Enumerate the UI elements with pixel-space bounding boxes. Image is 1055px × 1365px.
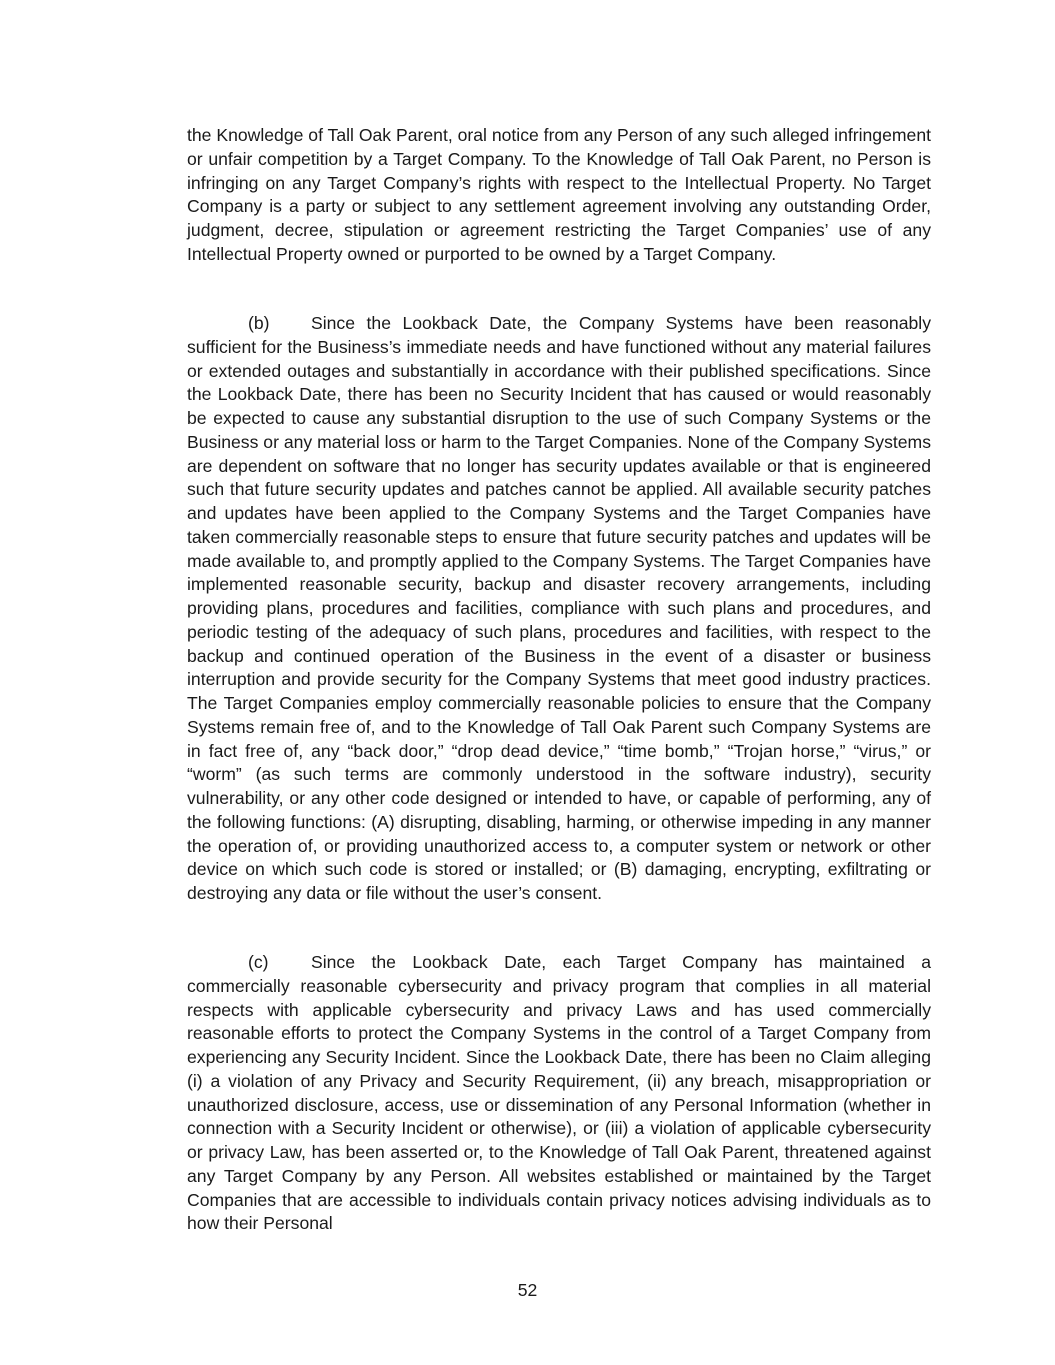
page-number: 52 bbox=[517, 1280, 538, 1300]
paragraph-b-label: (b) bbox=[248, 313, 270, 333]
paragraph-b-text: Since the Lookback Date, the Company Systems have been reasonably sufficient for the Business’s immediate needs and have functioned without any material failures or extended outages and substantially in accordance with their published specifications. Since the Lookback Date, there has been no Security Incident that has caused or would reasonably be expected to cause any substantial disruption to the use of such Company Systems or the Business or any material loss or harm to the Target Companies. None of the Company Systems are dependent on software that no longer has security updates available or that is engineered such that future security updates and patches cannot be applied. All available security patches and updates have been applied to the Company Systems and the Target Companies have taken commercially reasonable steps to ensure that future security patches and updates will be made available to, and promptly applied to the Company Systems. The Target Companies have implemented reasonable security, backup and disaster recovery arrangements, including providing plans, procedures and facilities, compliance with such plans and procedures, and periodic testing of the adequacy of such plans, procedures and facilities, with respect to the backup and continued operation of the Business in the event of a disaster or business interruption and provide security for the Company Systems that meet good industry practices. The Target Companies employ commercially reasonable policies to ensure that the Company Systems remain free of, and to the Knowledge of Tall Oak Parent such Company Systems are in fact free of, any “back door,” “drop dead device,” “time bomb,” “Trojan horse,” “virus,” or “worm” (as such terms are commonly understood in the software industry), security vulnerability, or any other code designed or intended to have, or capable of performing, any of the following functions: (A) disrupting, disabling, harming, or otherwise impeding in any manner the operation of, or providing unauthorized access to, a computer system or network or other device on which such code is stored or installed; or (B) damaging, encrypting, exfiltrating or destroying any data or file without the user’s consent. bbox=[187, 313, 931, 903]
paragraph-c-text: Since the Lookback Date, each Target Company has maintained a commercially reasonable cybersecurity and privacy program that complies in all material respects with applicable cybersecurity and privacy Laws and has used commercially reasonable efforts to protect the Company Systems in the control of a Target Company from experiencing any Security Incident. Since the Lookback Date, there has been no Claim alleging (i) a violation of any Privacy and Security Requirement, (ii) any breach, misappropriation or unauthorized disclosure, access, use or dissemination of any Personal Information (whether in connection with a Security Incident or otherwise), or (iii) a violation of applicable cybersecurity or privacy Law, has been asserted or, to the Knowledge of Tall Oak Parent, threatened against any Target Company by any Person. All websites established or maintained by the Target Companies that are accessible to individuals contain privacy notices advising individuals as to how their Personal bbox=[187, 952, 931, 1234]
paragraph-a-continuation: the Knowledge of Tall Oak Parent, oral notice from any Person of any such alleged infringement or unfair competition by a Target Company. To the Knowledge of Tall Oak Parent, no Person is infringing on any Target Company’s rights with respect to the Intellectual Property. No Target Company is a party or subject to any settlement agreement involving any outstanding Order, judgment, decree, stipulation or agreement restricting the Target Companies’ use of any Intellectual Property owned or purported to be owned by a Target Company. bbox=[187, 125, 931, 264]
paragraph-b bbox=[187, 312, 931, 906]
paragraph-c-label: (c) bbox=[248, 952, 269, 972]
paragraph-c bbox=[187, 951, 931, 1236]
